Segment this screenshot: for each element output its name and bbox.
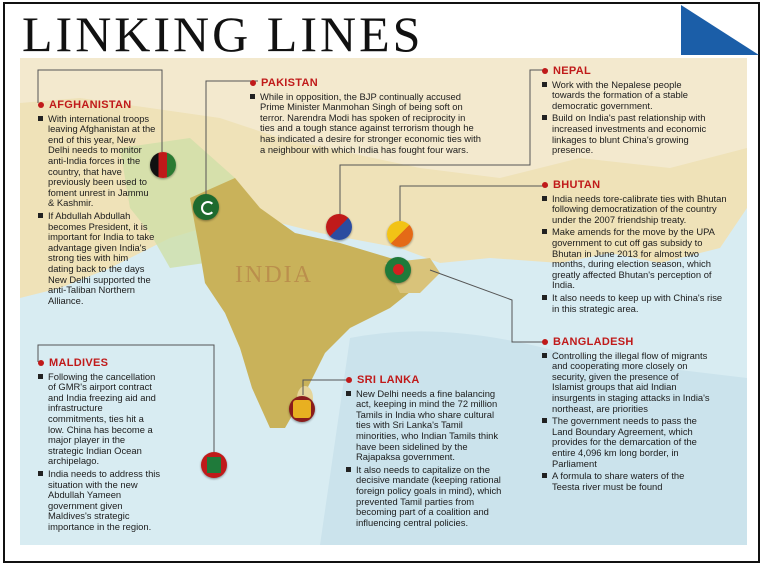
srilanka-item: New Delhi needs a fine balancing act, keeping in mind the 72 million Tamils in India who share cultural ties with Sri Lanka's Tamil minorities, who Indian Tamils think have been sidelined by the Rajapaksa government. xyxy=(346,389,508,463)
pakistan-heading: PAKISTAN xyxy=(250,78,482,89)
bangladesh-item: The government needs to pass the Land Boundary Agreement, which provides for the demarcation of the entire 4,096 km long border, in Parliament xyxy=(542,416,710,469)
afghanistan-section xyxy=(38,100,156,308)
bhutan-item: It also needs to keep up with China's rise in this strategic area. xyxy=(542,293,727,314)
bangladesh-heading: BANGLADESH xyxy=(542,337,710,348)
bangladesh-item: A formula to share waters of the Teesta river must be found xyxy=(542,471,710,492)
nepal-section xyxy=(542,66,714,158)
pakistan-flag-icon xyxy=(193,194,219,220)
srilanka-heading: SRI LANKA xyxy=(346,375,508,386)
bangladesh-item: Controlling the illegal flow of migrants and cooperating more closely on security, given the presence of Islamist groups that aid Indian insurgents in staging attacks in India's northeast, are priorities xyxy=(542,351,710,415)
pakistan-section xyxy=(250,78,482,157)
nepal-item: Work with the Nepalese people towards the formation of a stable democratic government. xyxy=(542,80,714,112)
bangladesh-flag-icon xyxy=(385,257,411,283)
maldives-section xyxy=(38,358,162,535)
srilanka-item: It also needs to capitalize on the decisive mandate (keeping rational foreign policy goals in mind), which prevented Tamil parties from becoming part of a coalition and influencing central policies. xyxy=(346,465,508,529)
afghanistan-item: With international troops leaving Afghanistan at the end of this year, New Delhi needs to monitor anti-India forces in the country, that have previously been used to foment unrest in Jammu & Kashmir. xyxy=(38,114,156,209)
maldives-heading: MALDIVES xyxy=(38,358,162,369)
afghanistan-heading: AFGHANISTAN xyxy=(38,100,156,111)
srilanka-section xyxy=(346,375,508,530)
maldives-item: India needs to address this situation with the new Abdullah Yameen government given Maldives's strategic importance in the region. xyxy=(38,469,162,533)
nepal-item: Build on India's past relationship with increased investments and economic linkages to blunt China's growing presence. xyxy=(542,113,714,155)
nepal-heading: NEPAL xyxy=(542,66,714,77)
india-map-label: INDIA xyxy=(235,262,313,288)
bangladesh-section xyxy=(542,337,710,494)
pakistan-item: While in opposition, the BJP continually accused Prime Minister Manmohan Singh of being soft on terror. Narendra Modi has spoken of reciprocity in ties and a tough stance against terrorism though he has indicated a desire for stronger economic ties with a neighbour with which India has fought four wars. xyxy=(250,92,482,156)
bhutan-item: Make amends for the move by the UPA government to cut off gas subsidy to Bhutan in June 2013 for almost two months, during election season, which greatly affected Bhutan's perception of India. xyxy=(542,227,727,291)
bhutan-flag-icon xyxy=(387,221,413,247)
srilanka-flag-icon xyxy=(289,396,315,422)
maldives-item: Following the cancellation of GMR's airport contract and India freezing aid and infrastructure commitments, ties hit a low. China has become a major player in the strategic Indian Ocean archipelago. xyxy=(38,372,162,467)
bhutan-item: India needs tore-calibrate ties with Bhutan following democratization of the country under the 2007 friendship treaty. xyxy=(542,194,727,226)
nepal-flag-icon xyxy=(326,214,352,240)
afghanistan-item: If Abdullah Abdullah becomes President, it is important for India to take advantage given India's strong ties with him dating back to the days New Delhi supported the anti-Taliban Northern Alliance. xyxy=(38,211,156,306)
bhutan-heading: BHUTAN xyxy=(542,180,727,191)
bhutan-section xyxy=(542,180,727,316)
page-title: LINKING LINES xyxy=(22,6,424,62)
maldives-flag-icon xyxy=(201,452,227,478)
